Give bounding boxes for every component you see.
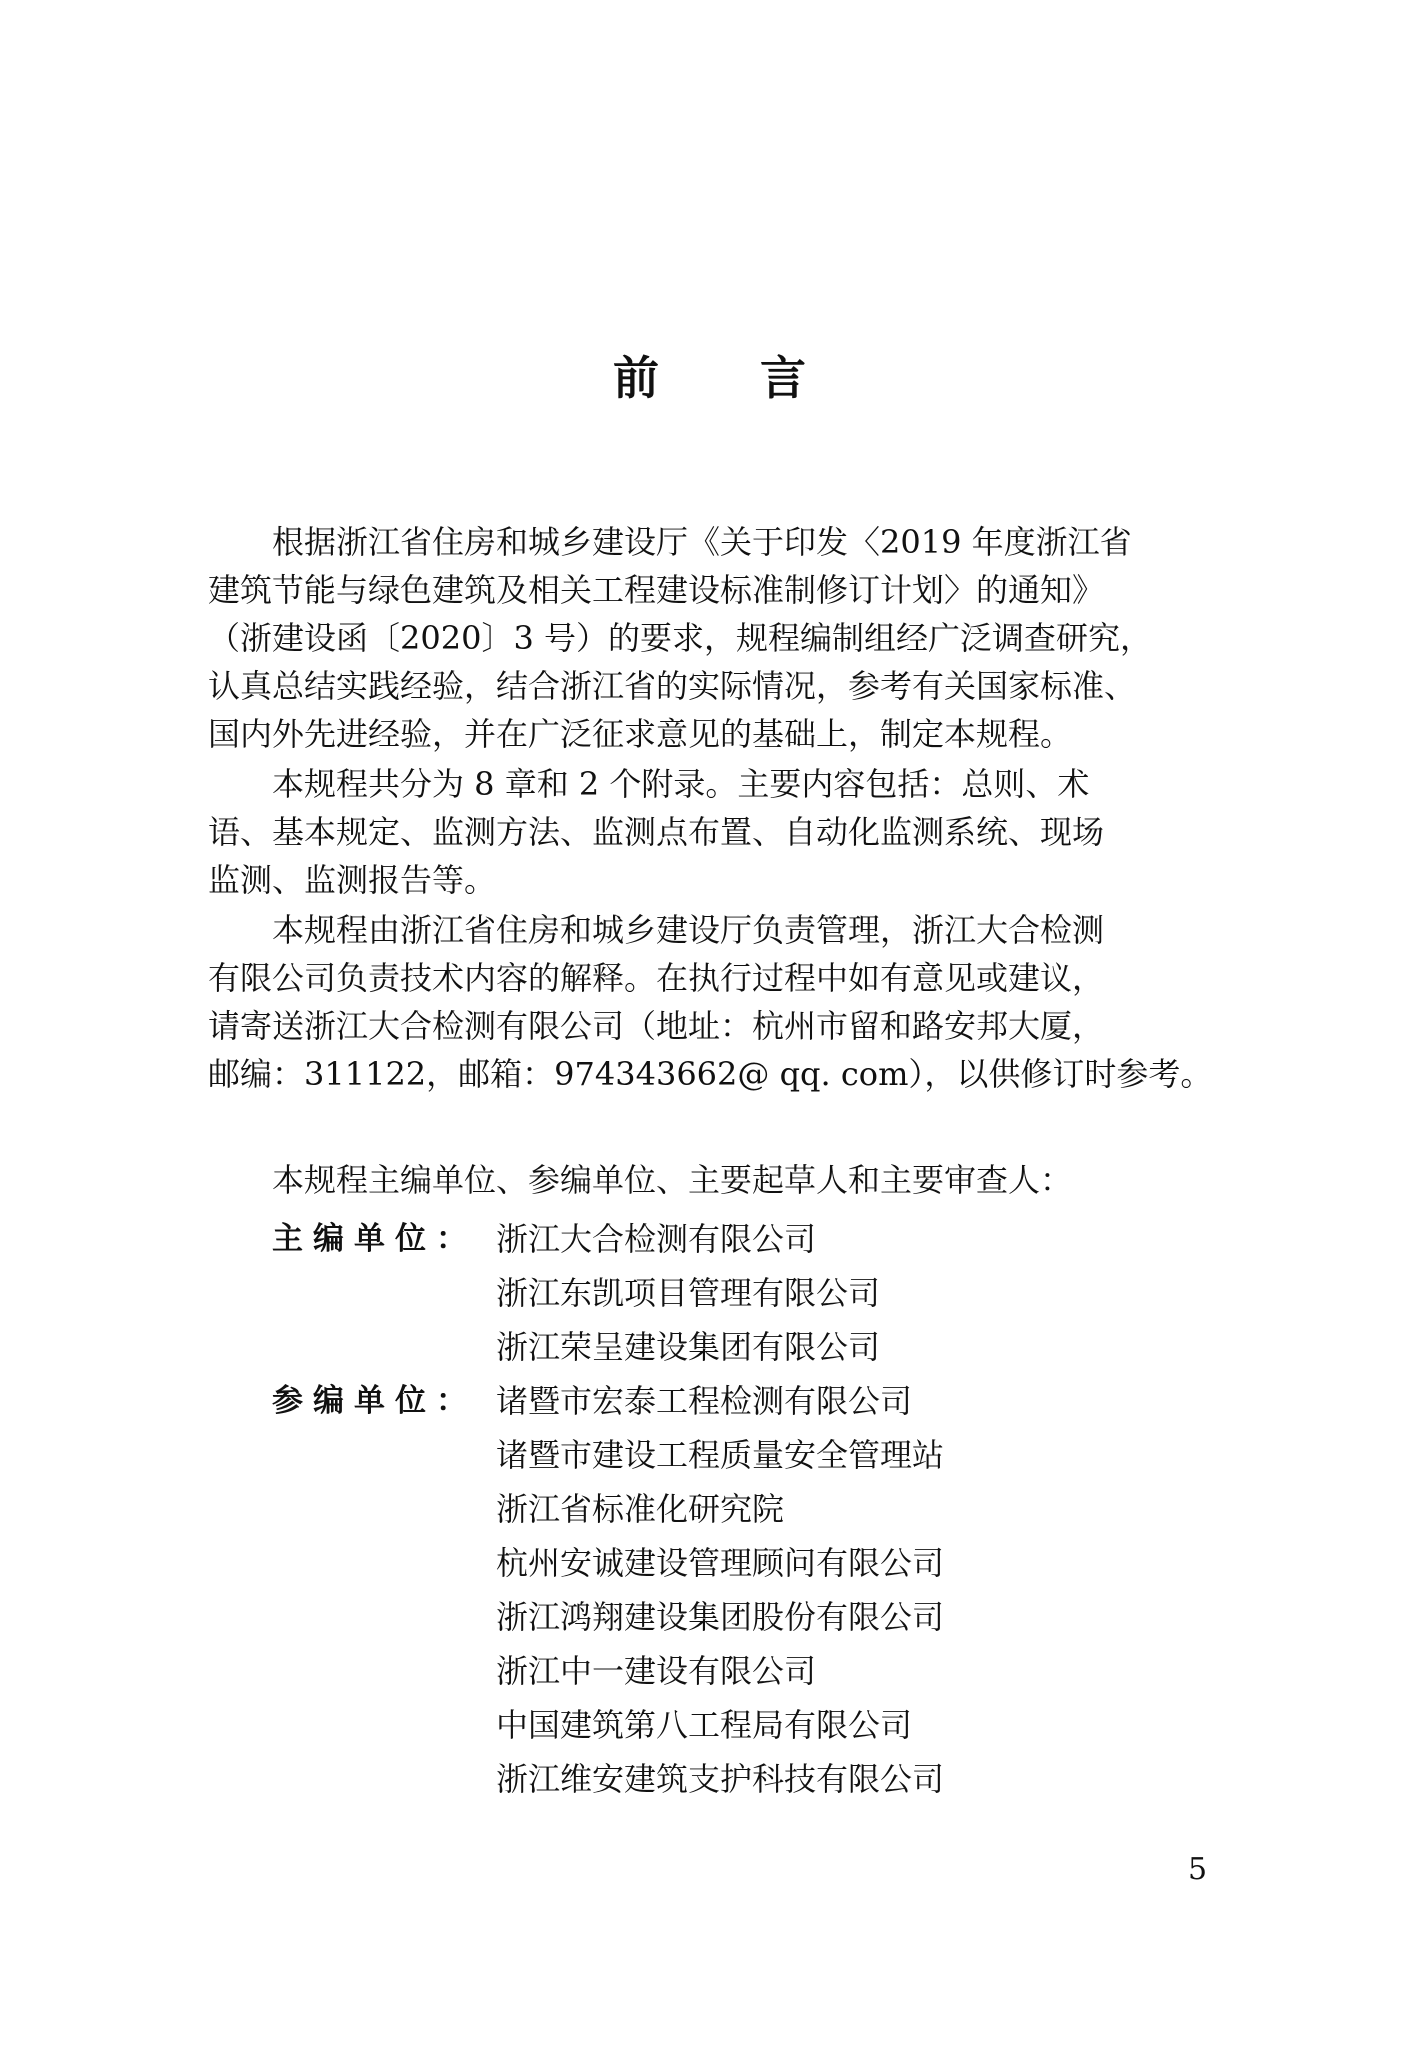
page-title — [0, 348, 1420, 408]
list-item: 浙江省标准化研究院 — [496, 1490, 785, 1528]
list-item: 浙江维安建筑支护科技有限公司 — [496, 1760, 945, 1798]
page-number: 5 — [1188, 1852, 1208, 1887]
paragraph-line: 请寄送浙江大合检测有限公司（地址：杭州市留和路安邦大厦， — [208, 1007, 1105, 1045]
list-item: 诸暨市宏泰工程检测有限公司 — [496, 1382, 913, 1420]
list-item: 浙江东凯项目管理有限公司 — [496, 1274, 881, 1312]
paragraph-line: 有限公司负责技术内容的解释。在执行过程中如有意见或建议， — [208, 959, 1105, 997]
co-editor-label: 参编单位： — [272, 1383, 477, 1419]
paragraph-line: 国内外先进经验，并在广泛征求意见的基础上，制定本规程。 — [208, 715, 1073, 753]
paragraph-line: 语、基本规定、监测方法、监测点布置、自动化监测系统、现场 — [208, 813, 1105, 851]
chief-editor-list — [496, 1212, 880, 1374]
page-title-char-2: 言 — [760, 351, 807, 405]
paragraph-line: 建筑节能与绿色建筑及相关工程建设标准制修订计划〉的通知》 — [208, 571, 1105, 609]
paragraph-line: 认真总结实践经验，结合浙江省的实际情况，参考有关国家标准、 — [208, 667, 1137, 705]
list-item: 浙江荣呈建设集团有限公司 — [496, 1328, 881, 1366]
paragraph-management — [208, 906, 1220, 1098]
paragraph-line: 本规程由浙江省住房和城乡建设厅负责管理，浙江大合检测 — [272, 911, 1105, 949]
paragraph-contents — [208, 760, 1220, 904]
paragraph-line: 根据浙江省住房和城乡建设厅《关于印发〈2019 年度浙江省 — [272, 523, 1132, 561]
paragraph-basis — [208, 518, 1220, 758]
co-editor-list — [496, 1374, 944, 1806]
list-item: 浙江大合检测有限公司 — [496, 1220, 817, 1258]
list-item: 中国建筑第八工程局有限公司 — [496, 1706, 913, 1744]
paragraph-line: 本规程共分为 8 章和 2 个附录。主要内容包括：总则、术 — [272, 765, 1090, 803]
preface-body — [208, 518, 1220, 1100]
chief-editor-label: 主编单位： — [272, 1221, 477, 1257]
list-item: 诸暨市建设工程质量安全管理站 — [496, 1436, 945, 1474]
list-item: 浙江鸿翔建设集团股份有限公司 — [496, 1598, 945, 1636]
paragraph-line: 监测、监测报告等。 — [208, 861, 497, 899]
editors-intro: 本规程主编单位、参编单位、主要起草人和主要审查人： — [272, 1161, 1073, 1199]
paragraph-line: （浙建设函〔2020〕3 号）的要求，规程编制组经广泛调查研究， — [208, 619, 1152, 657]
page-title-char-1: 前 — [613, 351, 660, 405]
list-item: 杭州安诚建设管理顾问有限公司 — [496, 1544, 945, 1582]
paragraph-line: 邮编：311122，邮箱：974343662@ qq. com），以供修订时参考。 — [208, 1055, 1213, 1093]
list-item: 浙江中一建设有限公司 — [496, 1652, 817, 1690]
